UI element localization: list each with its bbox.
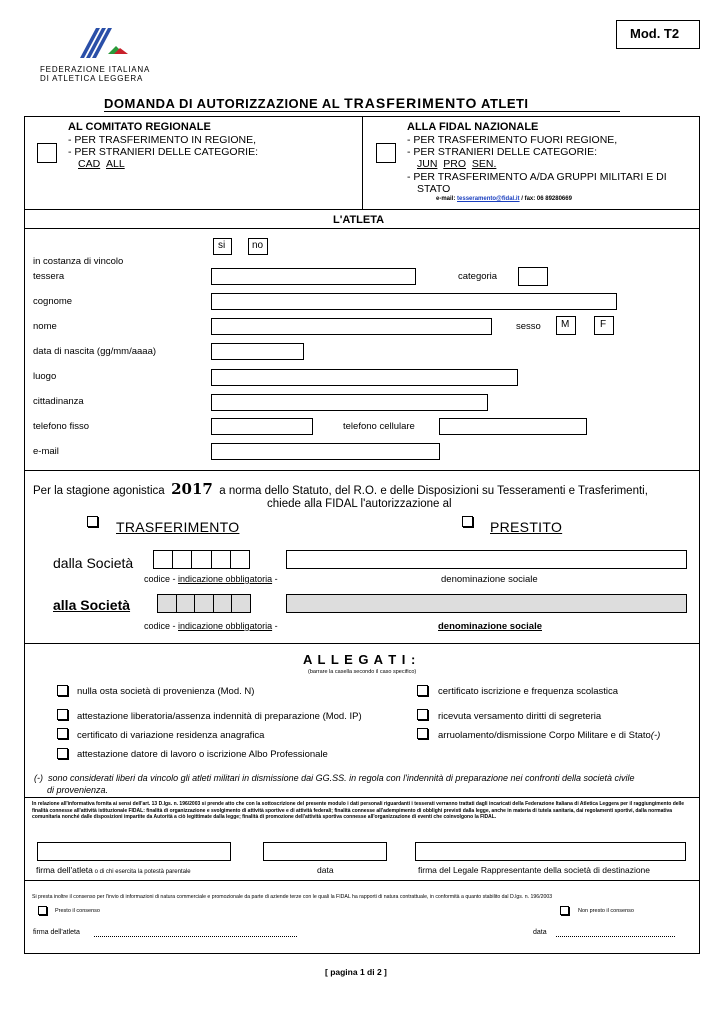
nazionale-line4: STATO <box>417 183 451 195</box>
nazionale-line1: - PER TRASFERIMENTO FUORI REGIONE, <box>407 134 618 146</box>
categoria-field[interactable] <box>518 267 548 286</box>
sesso-f-label: F <box>600 319 607 330</box>
consent-data-label: data <box>533 929 547 936</box>
stagione-bottom-line <box>24 643 700 644</box>
form-frame <box>24 116 700 954</box>
email-field[interactable] <box>211 443 440 460</box>
tel-fisso-field[interactable] <box>211 418 313 435</box>
stagione-line2: chiede alla FIDAL l'autorizzazione al <box>267 498 452 510</box>
comitato-line2: - PER STRANIERI DELLE CATEGORIE: <box>68 146 259 158</box>
allegati-title: A L L E G A T I : <box>303 652 417 667</box>
tel-cell-label: telefono cellulare <box>343 421 415 432</box>
privacy-bottom-line <box>24 880 700 881</box>
allegato-6-label: ricevuta versamento diritti di segreteria <box>438 711 602 722</box>
consent-data-line <box>556 936 675 937</box>
dalla-codice-label: codice - indicazione obbligatoria - <box>144 574 278 584</box>
presto-checkbox[interactable] <box>38 906 47 915</box>
firma-atleta-field[interactable] <box>37 842 231 861</box>
atleta-title-line <box>24 228 700 229</box>
nascita-field[interactable] <box>211 343 304 360</box>
cittadinanza-field[interactable] <box>211 394 488 411</box>
alla-denominazione-field[interactable] <box>286 594 687 613</box>
trasferimento-label: TRASFERIMENTO <box>116 519 240 535</box>
allegati-bottom-line <box>24 797 700 798</box>
logo-text-1: FEDERAZIONE ITALIANA <box>40 65 151 74</box>
alla-codice-boxes[interactable] <box>157 594 251 613</box>
email-label: e-mail <box>33 446 59 457</box>
cognome-label: cognome <box>33 296 73 307</box>
logo-text-2: DI ATLETICA LEGGERA <box>40 74 144 83</box>
stagione-line1: Per la stagione agonistica 2017 a norma dello Statuto, del R.O. e delle Disposizioni su Tesseramenti e Trasferimenti, <box>33 480 648 498</box>
nazionale-contacts: e-mail: tesseramento@fidal.it / fax: 06 89280669 <box>436 196 572 202</box>
nome-label: nome <box>33 321 57 332</box>
nazionale-title: ALLA FIDAL NAZIONALE <box>407 121 539 133</box>
trasferimento-checkbox[interactable] <box>87 516 98 527</box>
consent-firma-line <box>94 936 297 937</box>
privacy-text: In relazione all'informativa fornita ai sensi dell'art. 13 D.lgs. n. 196/2003 si prende atto che con la sottoscrizione del presente modulo i dati personali riguardanti i tesserati verranno trattati dagli incaricati della Federazione Italiana di Atletica Leggera per il raggiungimento delle finalità connesse all'attività istituzionale FIDAL: finalità di organizzazione e svolgimento di attività sportive e di attività federali; finalità connesse all'adempimento di obblighi previsti dalla legge, anche in materia di tutela sanitaria, dai regolamenti sportivi, dalla normativa comunitaria nonché dalle disposizioni impartite da Autorità a ciò legittimate dalla legge; finalità di promozione dell'attività sportiva connesse all'organizzazione di eventi che coinvolgono la FIDAL. <box>32 801 685 820</box>
nazionale-checkbox[interactable] <box>376 143 396 163</box>
allegato-4-label: attestazione datore di lavoro o iscrizione Albo Professionale <box>77 749 328 760</box>
page-title: DOMANDA DI AUTORIZZAZIONE AL TRASFERIMENTO ATLETI <box>104 95 529 111</box>
allegato-6-checkbox[interactable] <box>417 709 428 720</box>
title-underline <box>104 111 620 112</box>
allegato-2-label: attestazione liberatoria/assenza indennità di preparazione (Mod. IP) <box>77 711 362 722</box>
tel-fisso-label: telefono fisso <box>33 421 89 432</box>
prestito-label: PRESTITO <box>490 519 563 535</box>
nazionale-line2: - PER STRANIERI DELLE CATEGORIE: <box>407 146 598 158</box>
allegato-1-checkbox[interactable] <box>57 685 68 696</box>
sesso-m-label: M <box>561 319 570 330</box>
allegato-3-checkbox[interactable] <box>57 728 68 739</box>
firma-atleta-label: firma dell'atleta o di chi esercita la potestà parentale <box>36 865 191 875</box>
allegati-note: (-) sono considerati liberi da vincolo gli atleti militari in dismissione dai GG.SS. in regola con l'indennità di preparazione nei confronti della società civile <box>34 773 635 783</box>
categoria-label: categoria <box>458 271 498 282</box>
nome-field[interactable] <box>211 318 492 335</box>
allegato-4-checkbox[interactable] <box>57 748 68 759</box>
consent-firma-label: firma dell'atleta <box>33 929 80 936</box>
prestito-checkbox[interactable] <box>462 516 473 527</box>
nazionale-categories: JUN PRO SEN. <box>417 158 497 170</box>
allegato-5-checkbox[interactable] <box>417 685 428 696</box>
allegato-7-checkbox[interactable] <box>417 728 428 739</box>
atleta-bottom-line <box>24 470 700 471</box>
vincolo-no-label: no <box>252 240 264 251</box>
dalla-label: dalla Società <box>53 555 134 571</box>
luogo-label: luogo <box>33 371 57 382</box>
cognome-field[interactable] <box>211 293 617 310</box>
luogo-field[interactable] <box>211 369 518 386</box>
data-field[interactable] <box>263 842 387 861</box>
presto-label: Presto il consenso <box>55 908 100 914</box>
tessera-field[interactable] <box>211 268 416 285</box>
mod-label: Mod. T2 <box>630 26 680 41</box>
tessera-label: tessera <box>33 271 65 282</box>
firma-legale-label: firma del Legale Rappresentante della società di destinazione <box>418 865 651 875</box>
page-number: [ pagina 1 di 2 ] <box>325 967 387 977</box>
alla-codice-label: codice - indicazione obbligatoria - <box>144 621 278 631</box>
nazionale-line3: - PER TRASFERIMENTO A/DA GRUPPI MILITARI E DI <box>407 171 667 183</box>
alla-label: alla Società <box>53 597 131 613</box>
top-divider <box>362 116 363 209</box>
cittadinanza-label: cittadinanza <box>33 396 84 407</box>
allegati-note-2: di provenienza. <box>47 785 109 795</box>
tel-cell-field[interactable] <box>439 418 587 435</box>
firma-legale-field[interactable] <box>415 842 686 861</box>
comitato-title: AL COMITATO REGIONALE <box>68 121 211 133</box>
sesso-label: sesso <box>516 321 541 332</box>
comitato-categories: CAD ALL <box>78 158 125 170</box>
allegato-2-checkbox[interactable] <box>57 709 68 720</box>
vincolo-si-label: si <box>218 240 226 251</box>
allegato-1-label: nulla osta società di provenienza (Mod. N) <box>77 686 255 697</box>
nascita-label: data di nascita (gg/mm/aaaa) <box>33 346 157 357</box>
dalla-denom-label: denominazione sociale <box>441 574 538 585</box>
data-label: data <box>317 865 334 875</box>
non-presto-label: Non presto il consenso <box>578 908 634 914</box>
fidal-logo <box>72 24 132 62</box>
allegati-subtitle: (barrare la casella secondo il caso specifico) <box>308 669 417 675</box>
vincolo-label: in costanza di vincolo <box>33 256 124 267</box>
non-presto-checkbox[interactable] <box>560 906 569 915</box>
dalla-denominazione-field[interactable] <box>286 550 687 569</box>
top-bottom-line <box>24 209 700 210</box>
allegato-7-label: arruolamento/dismissione Corpo Militare e di Stato(-) <box>438 730 661 741</box>
comitato-line1: - PER TRASFERIMENTO IN REGIONE, <box>68 134 257 146</box>
atleta-title: L'ATLETA <box>333 214 385 226</box>
allegato-3-label: certificato di variazione residenza anagrafica <box>77 730 265 741</box>
consent-text: Si presta inoltre il consenso per l'invio di informazioni di natura commerciale e promozionale da parte di aziende terze con le quali la FIDAL ha rapporti di natura contrattuale, in conformità a quanto stabilito dal D.lgs. n. 196/2003 <box>32 894 553 900</box>
comitato-checkbox[interactable] <box>37 143 57 163</box>
alla-denom-label: denominazione sociale <box>438 621 542 632</box>
allegato-5-label: certificato iscrizione e frequenza scolastica <box>438 686 619 697</box>
dalla-codice-boxes[interactable] <box>153 550 250 569</box>
